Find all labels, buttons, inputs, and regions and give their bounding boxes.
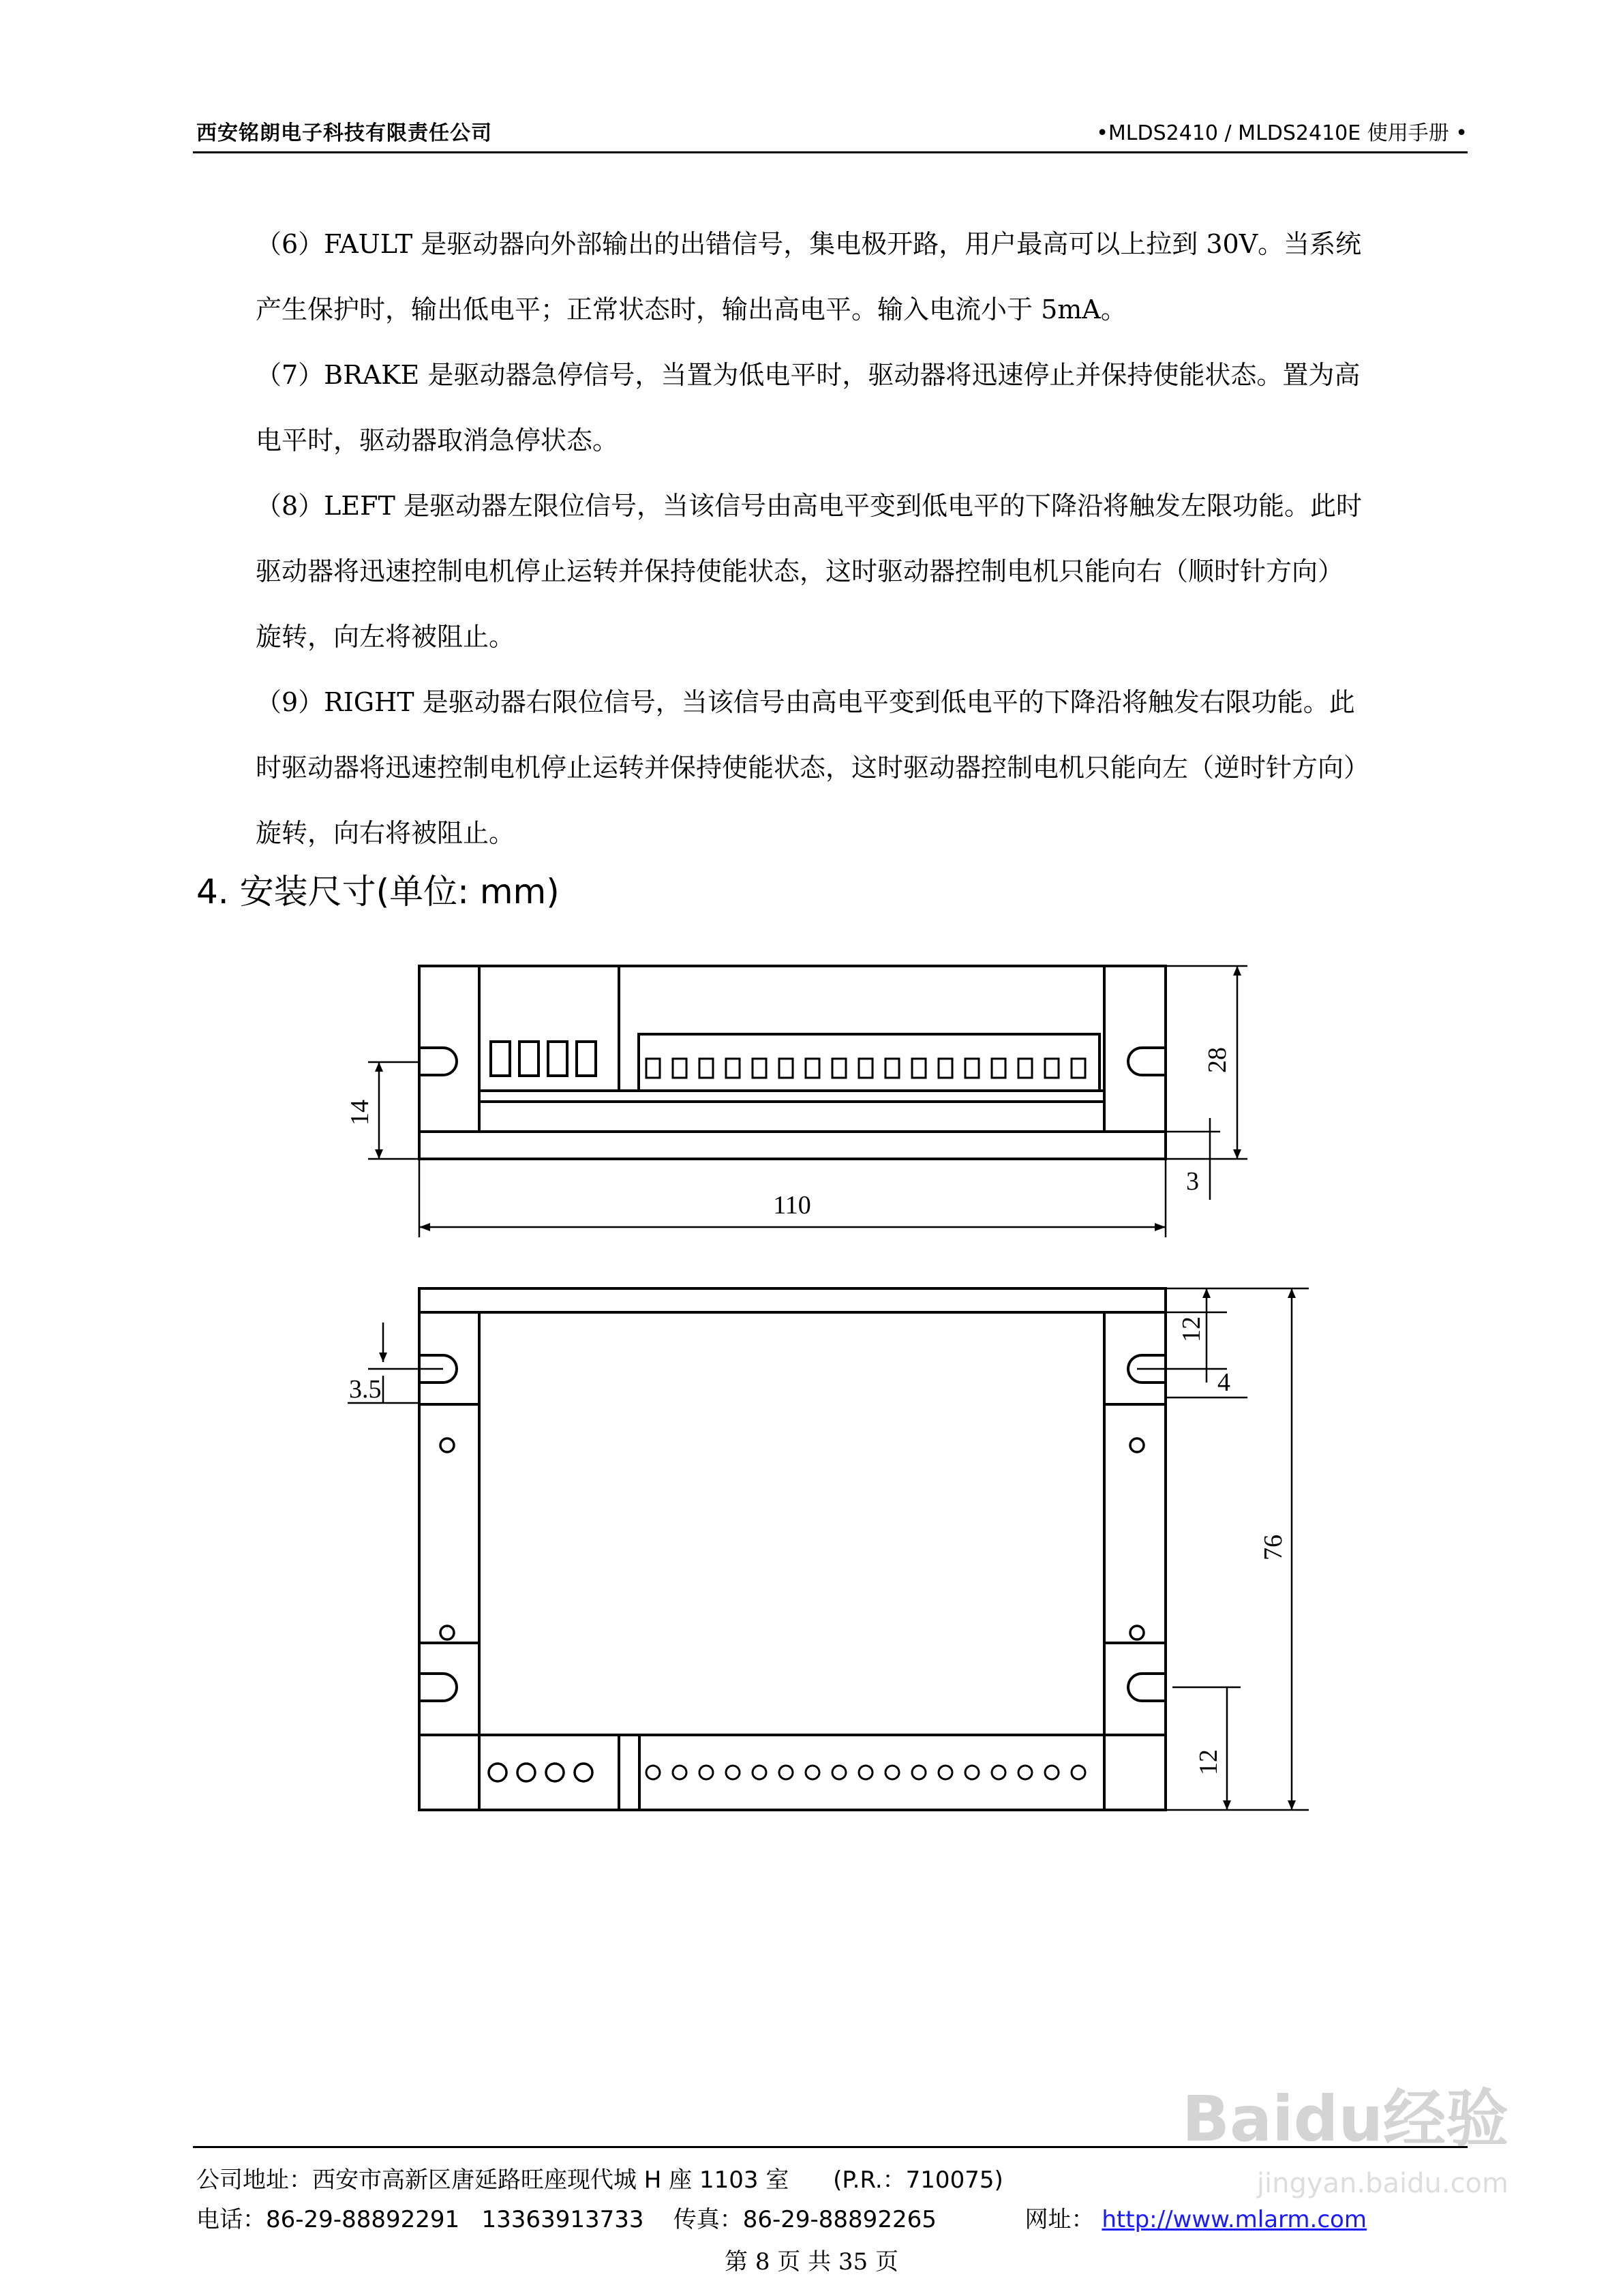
dim-110: 110 (773, 1191, 811, 1220)
front-terminal-pins (646, 1766, 1085, 1779)
dim-28: 28 (1203, 1047, 1232, 1073)
dim-4: 4 (1217, 1368, 1230, 1397)
section-heading: 4. 安装尺寸(单位: mm) (196, 872, 560, 911)
p8-line1: （8）LEFT 是驱动器左限位信号，当该信号由高电平变到低电平的下降沿将触发左限功能。此时 (256, 491, 1362, 521)
mounting-hole (440, 1626, 454, 1640)
left-slot (419, 1048, 457, 1075)
front-small-pins (489, 1764, 592, 1781)
terminal-strip (639, 1034, 1099, 1091)
p7-line2: 电平时，驱动器取消急停状态。 (256, 425, 619, 455)
dim-14: 14 (346, 1100, 374, 1126)
footer-rule (193, 2146, 1468, 2148)
footer-address: 公司地址：西安市高新区唐延路旺座现代城 H 座 1103 室 (P.R.：710075) (196, 2166, 1003, 2194)
p9-line1: （9）RIGHT 是驱动器右限位信号，当该信号由高电平变到低电平的下降沿将触发右限功能。此 (256, 687, 1355, 717)
footer-web-link[interactable]: http://www.mlarm.com (1102, 2206, 1367, 2233)
mounting-hole (1130, 1438, 1144, 1452)
front-right-slot-bottom (1128, 1674, 1166, 1701)
header-doc-title: •MLDS2410 / MLDS2410E 使用手册 • (1096, 121, 1468, 145)
watermark: Baidu经验 (1181, 2083, 1508, 2156)
p6-line2: 产生保护时，输出低电平；正常状态时，输出高电平。输入电流小于 5mA。 (256, 294, 1127, 324)
dim-3: 3 (1186, 1167, 1199, 1196)
watermark-url: jingyan.baidu.com (1256, 2168, 1508, 2199)
mounting-hole (440, 1438, 454, 1452)
front-left-slot-bottom (419, 1674, 457, 1701)
dim-3-5: 3.5 (349, 1375, 382, 1404)
p8-line3: 旋转，向左将被阻止。 (256, 622, 515, 652)
dim-12-top: 12 (1177, 1316, 1206, 1342)
front-view (348, 1288, 1309, 1810)
dim-76: 76 (1259, 1535, 1288, 1560)
small-connector-blocks (491, 1042, 596, 1076)
p6-line1: （6）FAULT 是驱动器向外部输出的出错信号，集电极开路，用户最高可以上拉到 30V。当系统 (256, 229, 1362, 259)
p8-line2: 驱动器将迅速控制电机停止运转并保持使能状态，这时驱动器控制电机只能向右（顺时针方向） (256, 556, 1344, 586)
p9-line2: 时驱动器将迅速控制电机停止运转并保持使能状态，这时驱动器控制电机只能向左（逆时针方向） (256, 753, 1370, 783)
mounting-hole (1130, 1626, 1144, 1640)
right-slot (1128, 1048, 1166, 1075)
footer-web-label: 网址： (1025, 2206, 1095, 2233)
footer-phone: 电话：86-29-88892291 13363913733 传真：86-29-88892265 (196, 2206, 937, 2233)
header-company: 西安铭朗电子科技有限责任公司 (196, 121, 492, 145)
dim-12-bottom: 12 (1194, 1749, 1223, 1775)
p7-line1: （7）BRAKE 是驱动器急停信号，当置为低电平时，驱动器将迅速停止并保持使能状态。置为高 (256, 360, 1361, 390)
p9-line3: 旋转，向右将被阻止。 (256, 818, 515, 848)
page-number: 第 8 页 共 35 页 (725, 2248, 898, 2276)
footer-contact (196, 2201, 1367, 2234)
